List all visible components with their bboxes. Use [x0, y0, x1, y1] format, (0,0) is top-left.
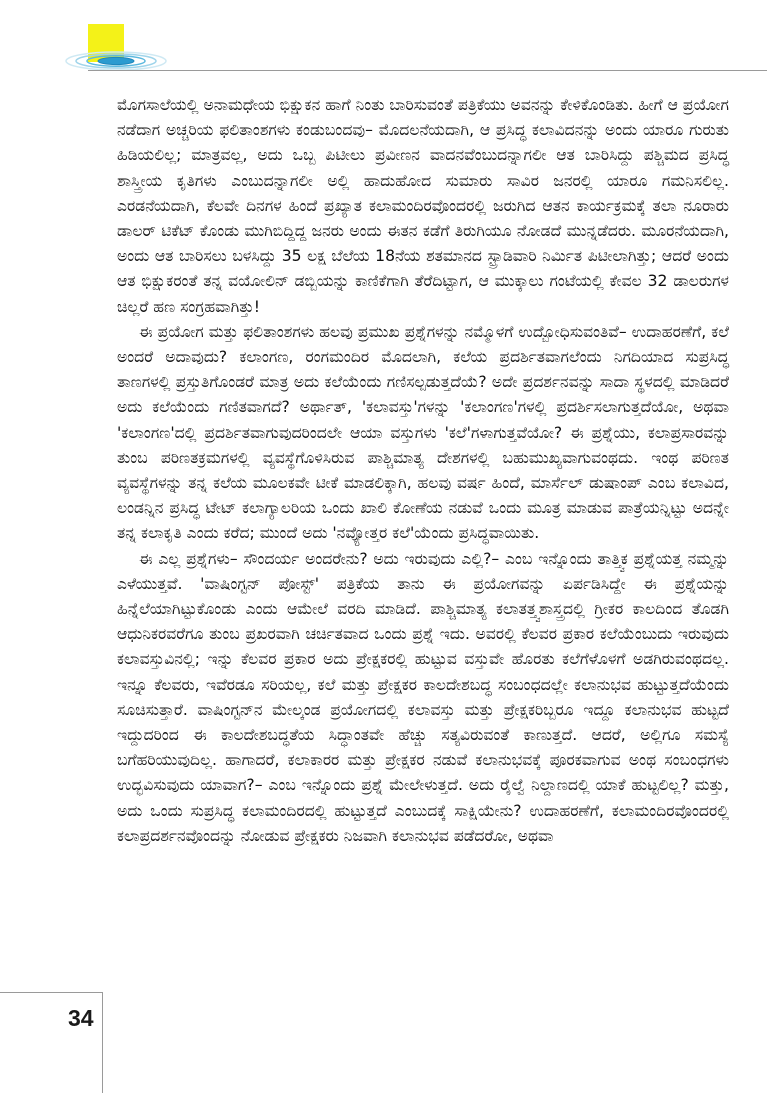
paragraph: ಈ ಪ್ರಯೋಗ ಮತ್ತು ಫಲಿತಾಂಶಗಳು ಹಲವು ಪ್ರಮುಖ ಪ್ರಶ್ನೆಗಳನ್ನು ನಮ್ಮೊಳಗೆ ಉದ್ಬೋಧಿಸುವಂತಿವೆ– ಉದಾಹರಣೆಗೆ, ಕಲೆ ಅಂದರೆ ಅದಾವುದು? ಕಲಾಂಗಣ, ರಂಗಮಂದಿರ ಮೊದಲಾಗಿ, ಕಲೆಯ ಪ್ರದರ್ಶಿತವಾಗಲೆಂದು ನಿಗದಿಯಾದ ಸುಪ್ರಸಿದ್ಧ ತಾಣಗಳಲ್ಲಿ ಪ್ರಸ್ತುತಿಗೊಂಡರೆ ಮಾತ್ರ ಅದು ಕಲೆಯೆಂದು ಗಣಿಸಲ್ಪಡುತ್ತದೆಯೆ? ಅದೇ ಪ್ರದರ್ಶನವನ್ನು ಸಾದಾ ಸ್ಥಳದಲ್ಲಿ ಮಾಡಿದರೆ ಅದು ಕಲೆಯೆಂದು ಗಣಿತವಾಗದೆ? ಅರ್ಥಾತ್, 'ಕಲಾವಸ್ತು'ಗಳನ್ನು 'ಕಲಾಂಗಣ'ಗಳಲ್ಲಿ ಪ್ರದರ್ಶಿಸಲಾಗುತ್ತದೆಯೋ, ಅಥವಾ 'ಕಲಾಂಗಣ'ದಲ್ಲಿ ಪ್ರದರ್ಶಿತವಾಗುವುದರಿಂದಲೇ ಆಯಾ ವಸ್ತುಗಳು 'ಕಲೆ'ಗಳಾಗುತ್ತವೆಯೋ? ಈ ಪ್ರಶ್ನೆಯು, ಕಲಾಪ್ರಸಾರವನ್ನು ತುಂಬ ಪರಿಣತಕ್ರಮಗಳಲ್ಲಿ ವ್ಯವಸ್ಥೆಗೊಳಿಸಿರುವ ಪಾಶ್ಚಿಮಾತ್ಯ ದೇಶಗಳಲ್ಲಿ ಬಹುಮುಖ್ಯವಾಗುವಂಥದು. ಇಂಥ ಪರಿಣತ ವ್ಯವಸ್ಥೆಗಳನ್ನು ತನ್ನ ಕಲೆಯ ಮೂಲಕವೇ ಟೀಕೆ ಮಾಡಲಿಕ್ಕಾಗಿ, ಹಲವು ವರ್ಷ ಹಿಂದೆ, ಮಾರ್ಸೆಲ್ ಡುಷಾಂಪ್ ಎಂಬ ಕಲಾವಿದ, ಲಂಡನ್ನಿನ ಪ್ರಸಿದ್ಧ ಟೇಟ್ ಕಲಾಗ್ಯಾಲರಿಯ ಒಂದು ಖಾಲಿ ಕೋಣೆಯ ನಡುವೆ ಒಂದು ಮೂತ್ರ ಮಾಡುವ ಪಾತ್ರೆಯನ್ನಿಟ್ಟು ಅದನ್ನೇ ತನ್ನ ಕಲಾಕೃತಿ ಎಂದು ಕರೆದ; ಮುಂದೆ ಅದು 'ನವ್ಯೋತ್ತರ ಕಲೆ'ಯೆಂದು ಪ್ರಸಿದ್ಧವಾಯಿತು.	[117, 322, 729, 543]
footer-rule-vertical	[102, 992, 103, 1093]
footer-rule-horizontal	[0, 992, 102, 993]
paragraph: ಮೊಗಸಾಲೆಯಲ್ಲಿ ಅನಾಮಧೇಯ ಭಿಕ್ಷುಕನ ಹಾಗೆ ನಿಂತು ಬಾರಿಸುವಂತೆ ಪತ್ರಿಕೆಯು ಅವನನ್ನು ಕೇಳಿಕೊಂಡಿತು. ಹೀಗೆ ಆ ಪ್ರಯೋಗ ನಡೆದಾಗ ಅಚ್ಚರಿಯ ಫಲಿತಾಂಶಗಳು ಕಂಡುಬಂದವು– ಮೊದಲನೆಯದಾಗಿ, ಆ ಪ್ರಸಿದ್ಧ ಕಲಾವಿದನನ್ನು ಅಂದು ಯಾರೂ ಗುರುತು ಹಿಡಿಯಲಿಲ್ಲ; ಮಾತ್ರವಲ್ಲ, ಅದು ಒಬ್ಬ ಪಿಟೀಲು ಪ್ರವೀಣನ ವಾದನವೆಂಬುದನ್ನಾಗಲೀ ಆತ ಬಾರಿಸಿದ್ದು ಪಶ್ಚಿಮದ ಪ್ರಸಿದ್ಧ ಶಾಸ್ತ್ರೀಯ ಕೃತಿಗಳು ಎಂಬುದನ್ನಾಗಲೀ ಅಲ್ಲಿ ಹಾದುಹೋದ ಸುಮಾರು ಸಾವಿರ ಜನರಲ್ಲಿ ಯಾರೂ ಗಮನಿಸಲಿಲ್ಲ. ಎರಡನೆಯದಾಗಿ, ಕೆಲವೇ ದಿನಗಳ ಹಿಂದೆ ಪ್ರಖ್ಯಾತ ಕಲಾಮಂದಿರವೊಂದರಲ್ಲಿ ಜರುಗಿದ ಆತನ ಕಾರ್ಯಕ್ರಮಕ್ಕೆ ತಲಾ ನೂರಾರು ಡಾಲರ್ ಟಿಕೆಟ್ ಕೊಂಡು ಮುಗಿಬಿದ್ದಿದ್ದ ಜನರು ಅಂದು ಈತನ ಕಡೆಗೆ ತಿರುಗಿಯೂ ನೋಡದೆ ಮುನ್ನಡೆದರು. ಮೂರನೆಯದಾಗಿ, ಅಂದು ಆತ ಬಾರಿಸಲು ಬಳಸಿದ್ದು 35 ಲಕ್ಷ ಬೆಲೆಯ 18ನೆಯ ಶತಮಾನದ ಸ್ಟ್ರಾಡಿವಾರಿ ನಿರ್ಮಿತ ಪಿಟೀಲಾಗಿತ್ತು; ಆದರೆ ಅಂದು ಆತ ಭಿಕ್ಷುಕರಂತೆ ತನ್ನ ವಯೋಲಿನ್ ಡಬ್ಬಿಯನ್ನು ಕಾಣಿಕೆಗಾಗಿ ತೆರೆದಿಟ್ಟಾಗ, ಆ ಮುಕ್ಕಾಲು ಗಂಟೆಯಲ್ಲಿ ಕೇವಲ 32 ಡಾಲರುಗಳ ಚಿಲ್ಲರೆ ಹಣ ಸಂಗ್ರಹವಾಗಿತ್ತು!	[117, 96, 729, 316]
paragraph: ಈ ಎಲ್ಲ ಪ್ರಶ್ನೆಗಳು– ಸೌಂದರ್ಯ ಅಂದರೇನು? ಅದು ಇರುವುದು ಎಲ್ಲಿ?– ಎಂಬ ಇನ್ನೊಂದು ತಾತ್ತ್ವಿಕ ಪ್ರಶ್ನೆಯತ್ತ ನಮ್ಮನ್ನು ಎಳೆಯುತ್ತವೆ. 'ವಾಷಿಂಗ್ಟನ್ ಪೋಸ್ಟ್' ಪತ್ರಿಕೆಯ ತಾನು ಈ ಪ್ರಯೋಗವನ್ನು ಏರ್ಪಡಿಸಿದ್ದೇ ಈ ಪ್ರಶ್ನೆಯನ್ನು ಹಿನ್ನೆಲೆಯಾಗಿಟ್ಟುಕೊಂಡು ಎಂದು ಆಮೇಲೆ ವರದಿ ಮಾಡಿದೆ. ಪಾಶ್ಚಿಮಾತ್ಯ ಕಲಾತತ್ತ್ವಶಾಸ್ತ್ರದಲ್ಲಿ ಗ್ರೀಕರ ಕಾಲದಿಂದ ತೊಡಗಿ ಆಧುನಿಕರವರೆಗೂ ತುಂಬ ಪ್ರಖರವಾಗಿ ಚರ್ಚಿತವಾದ ಒಂದು ಪ್ರಶ್ನೆ ಇದು. ಅವರಲ್ಲಿ ಕೆಲವರ ಪ್ರಕಾರ ಕಲೆಯೆಂಬುದು ಇರುವುದು ಕಲಾವಸ್ತುವಿನಲ್ಲಿ; ಇನ್ನು ಕೆಲವರ ಪ್ರಕಾರ ಅದು ಪ್ರೇಕ್ಷಕರಲ್ಲಿ ಹುಟ್ಟುವ ವಸ್ತುವೇ ಹೊರತು ಕಲೆಗೆಳೊಳಗೆ ಅಡಗಿರುವಂಥದಲ್ಲ. ಇನ್ನೂ ಕೆಲವರು, ಇವೆರಡೂ ಸರಿಯಲ್ಲ, ಕಲೆ ಮತ್ತು ಪ್ರೇಕ್ಷಕರ ಕಾಲದೇಶಬದ್ಧ ಸಂಬಂಧದಲ್ಲೇ ಕಲಾನುಭವ ಹುಟ್ಟುತ್ತದೆಯೆಂದು ಸೂಚಿಸುತ್ತಾರೆ. ವಾಷಿಂಗ್ಟನ್‌ನ ಮೇಲ್ಕಂಡ ಪ್ರಯೋಗದಲ್ಲಿ ಕಲಾವಸ್ತು ಮತ್ತು ಪ್ರೇಕ್ಷಕರಿಬ್ಬರೂ ಇದ್ದೂ ಕಲಾನುಭವ ಹುಟ್ಟದೆ ಇದ್ದುದರಿಂದ ಈ ಕಾಲದೇಶಬದ್ಧತೆಯ ಸಿದ್ಧಾಂತವೇ ಹೆಚ್ಚು ಸತ್ಯವಿರುವಂತೆ ಕಾಣುತ್ತದೆ. ಆದರೆ, ಅಲ್ಲಿಗೂ ಸಮಸ್ಯೆ ಬಗೆಹರಿಯುವುದಿಲ್ಲ. ಹಾಗಾದರೆ, ಕಲಾಕಾರರ ಮತ್ತು ಪ್ರೇಕ್ಷಕರ ನಡುವೆ ಕಲಾನುಭವಕ್ಕೆ ಪೂರಕವಾಗುವ ಅಂಥ ಸಂಬಂಧಗಳು ಉದ್ಭವಿಸುವುದು ಯಾವಾಗ?– ಎಂಬ ಇನ್ನೊಂದು ಪ್ರಶ್ನೆ ಮೇಲೇಳುತ್ತದೆ. ಅದು ರೈಲ್ವೆ ನಿಲ್ದಾಣದಲ್ಲಿ ಯಾಕೆ ಹುಟ್ಟಲಿಲ್ಲ? ಮತ್ತು, ಅದು ಒಂದು ಸುಪ್ರಸಿದ್ಧ ಕಲಾಮಂದಿರದಲ್ಲಿ ಹುಟ್ಟುತ್ತದೆ ಎಂಬುದಕ್ಕೆ ಸಾಕ್ಷಿಯೇನು? ಉದಾಹರಣೆಗೆ, ಕಲಾಮಂದಿರವೊಂದರಲ್ಲಿ ಕಲಾಪ್ರದರ್ಶನವೊಂದನ್ನು ನೋಡುವ ಪ್ರೇಕ್ಷಕರು ನಿಜವಾಗಿ ಕಲಾನುಭವ ಪಡೆದರೋ, ಅಥವಾ	[117, 549, 729, 845]
article-body	[117, 93, 729, 849]
header-rule	[88, 70, 767, 71]
page-number: 34	[68, 1005, 94, 1031]
header-logo-rings	[64, 50, 174, 72]
